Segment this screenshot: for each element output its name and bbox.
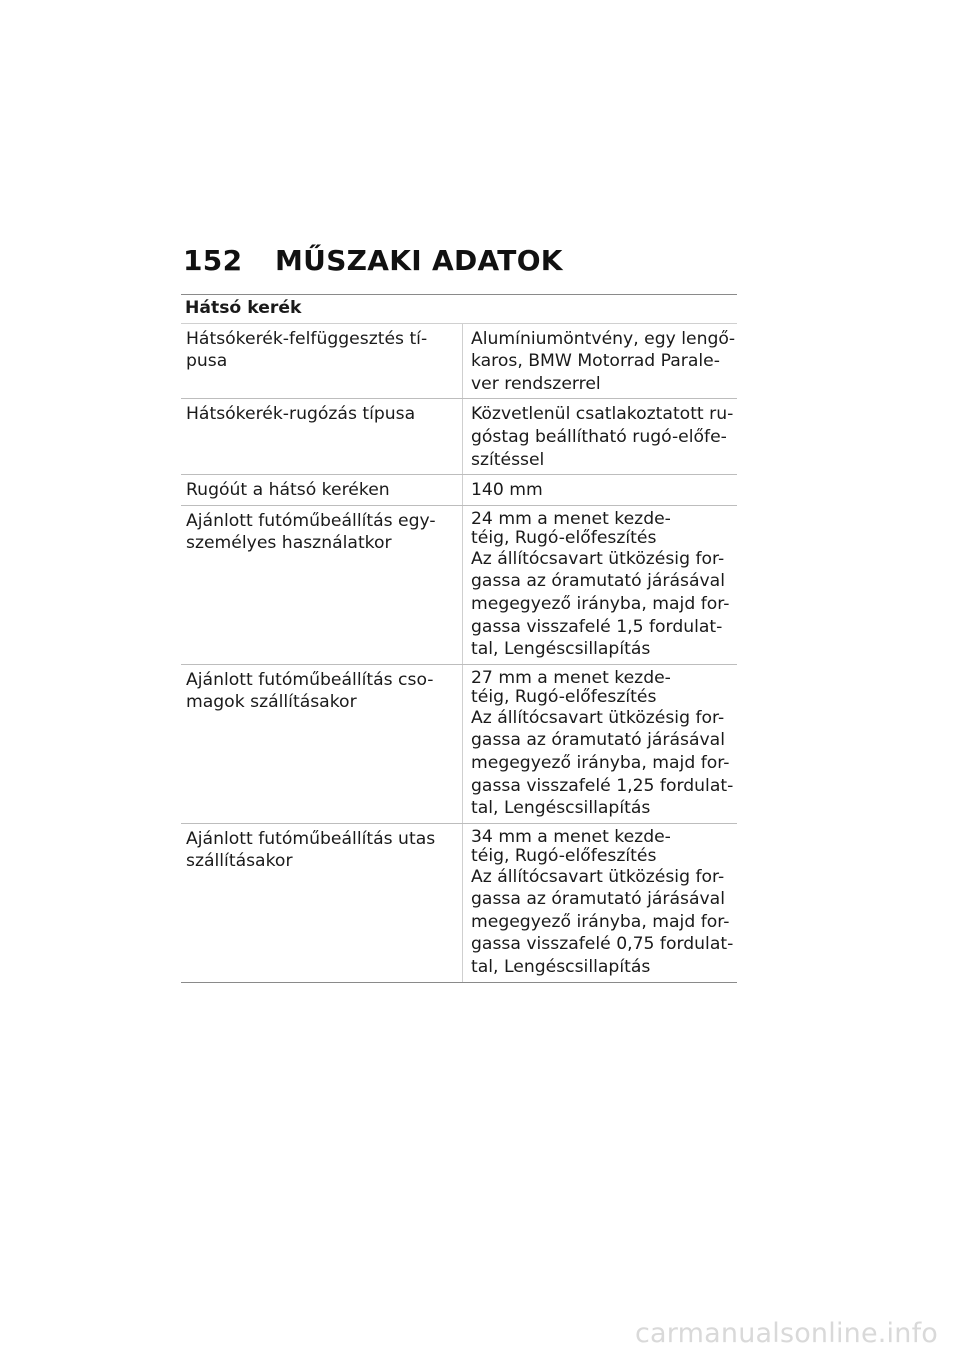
spec-value-line: 140 mm [471,480,543,501]
spec-value-line: góstag beállítható rugó-előfe- [471,426,727,447]
spec-value-line: Az állítócsavart ütközésig for- [471,548,725,569]
spec-value [463,664,738,823]
spec-value-line: tal, Lengéscsillapítás [471,639,651,660]
spec-value-line: gassa visszafelé 1,5 fordulat- [471,616,723,637]
spec-label [181,823,463,982]
spec-value-line: tal, Lengéscsillapítás [471,798,651,819]
spec-row [181,399,737,475]
section-header-row [181,295,737,324]
spec-value-line: tal, Lengéscsillapítás [471,957,651,978]
spec-value-line: téig, Rugó-előfeszítés [471,686,657,707]
spec-value-line: gassa az óramutató járásával [471,730,725,751]
chapter-title: MŰSZAKI ADATOK [275,244,563,277]
spec-row [181,323,737,399]
spec-value-line: gassa az óramutató járásával [471,889,725,910]
spec-label-line: Ajánlott futóműbeállítás cso- [186,669,434,690]
spec-value-line: gassa visszafelé 0,75 fordulat- [471,934,734,955]
spec-value-line: megegyező irányba, majd for- [471,911,730,932]
spec-label-line: magok szállításakor [186,692,357,713]
spec-label-line: Hátsókerék-felfüggesztés tí- [186,328,428,349]
spec-value [463,505,738,664]
section-title: Hátsó kerék [181,295,737,324]
spec-label [181,505,463,664]
spec-value-line: Alumíniumöntvény, egy lengő- [471,328,736,349]
spec-value-line: téig, Rugó-előfeszítés [471,845,657,866]
spec-label-line: személyes használatkor [186,533,392,554]
spec-value-line: megegyező irányba, majd for- [471,752,730,773]
spec-value-line: 24 mm a menet kezde- [471,508,671,529]
spec-value [463,823,738,982]
spec-value [463,399,738,475]
spec-value-line: ver rendszerrel [471,373,601,394]
spec-value-line: szítéssel [471,449,545,470]
spec-value-line: téig, Rugó-előfeszítés [471,527,657,548]
spec-label [181,664,463,823]
spec-value-line: 27 mm a menet kezde- [471,667,671,688]
spec-row [181,475,737,506]
spec-label-line: szállításakor [186,851,293,872]
spec-label-line: Rugóút a hátsó keréken [186,480,390,501]
spec-value-line: gassa visszafelé 1,25 fordulat- [471,775,734,796]
spec-value-line: Az állítócsavart ütközésig for- [471,707,725,728]
spec-value-line: karos, BMW Motorrad Parale- [471,351,720,372]
spec-label-line: Hátsókerék-rugózás típusa [186,404,416,425]
spec-value [463,475,738,506]
spec-value-line: megegyező irányba, majd for- [471,593,730,614]
spec-row [181,664,737,823]
spec-row [181,823,737,982]
spec-row [181,505,737,664]
spec-label-line: pusa [186,351,228,372]
spec-value-line: 34 mm a menet kezde- [471,826,671,847]
spec-label-line: Ajánlott futóműbeállítás utas [186,828,436,849]
spec-label-line: Ajánlott futóműbeállítás egy- [186,510,436,531]
page-number: 152 [183,244,243,277]
spec-value [463,323,738,399]
spec-label [181,323,463,399]
spec-value-line: Az állítócsavart ütközésig for- [471,866,725,887]
spec-label [181,475,463,506]
spec-value-line: Közvetlenül csatlakoztatott ru- [471,404,734,425]
page-header [183,244,563,277]
spec-label [181,399,463,475]
spec-value-line: gassa az óramutató járásával [471,571,725,592]
spec-table [181,294,737,983]
watermark: carmanualsonline.info [635,1318,938,1349]
